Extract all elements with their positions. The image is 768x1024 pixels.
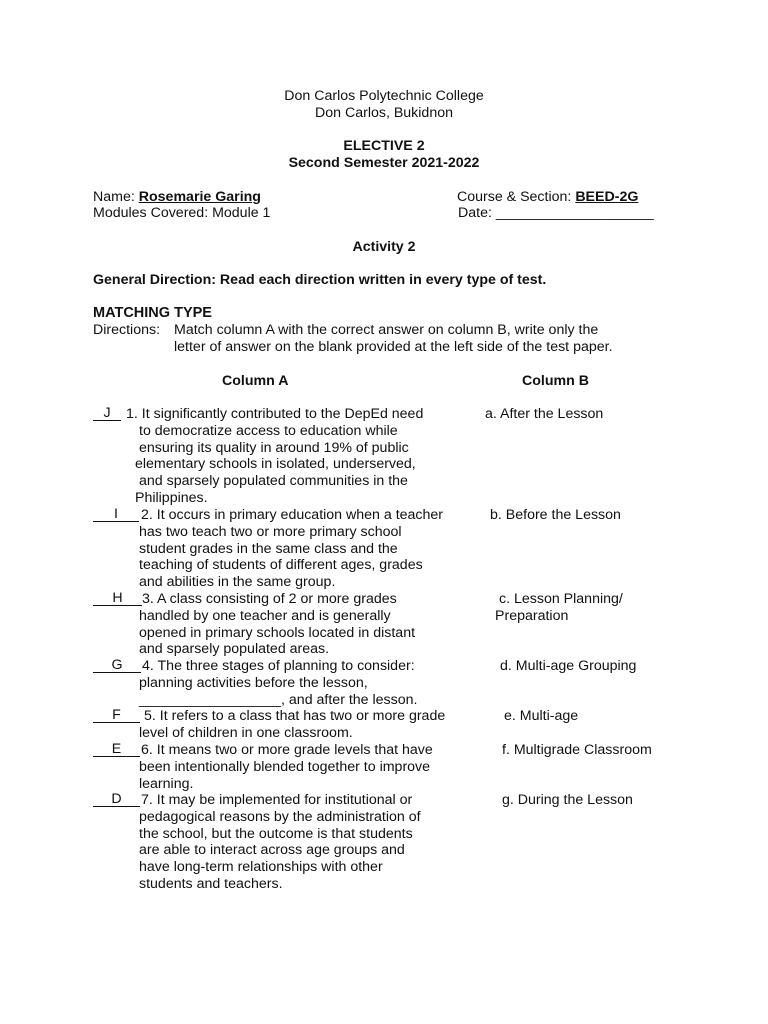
name-label: Name: bbox=[93, 189, 135, 205]
name-value: Rosemarie Garing bbox=[138, 189, 261, 205]
question-4-line: planning activities before the lesson, bbox=[139, 674, 368, 691]
question-1-line: ensuring its quality in around 19% of public bbox=[139, 439, 409, 456]
choice-c: c. Lesson Planning/ bbox=[499, 591, 623, 607]
question-6-text: 6. It means two or more grade levels that have bbox=[141, 742, 433, 758]
answer-blank-2[interactable]: I bbox=[93, 507, 139, 522]
question-5-text: 5. It refers to a class that has two or more grade bbox=[144, 708, 446, 724]
question-7-line: the school, but the outcome is that students bbox=[139, 825, 413, 842]
directions-line-1: Match column A with the correct answer on column B, write only the bbox=[174, 322, 599, 338]
question-3-line: and sparsely populated areas. bbox=[139, 641, 330, 658]
school-address: Don Carlos, Bukidnon bbox=[314, 105, 453, 121]
question-3-line: handled by one teacher and is generally bbox=[139, 607, 391, 624]
general-direction: General Direction: Read each direction written in every type of test. bbox=[93, 272, 547, 288]
choice-b: b. Before the Lesson bbox=[490, 507, 621, 523]
date-field: Date: ____________________ bbox=[458, 205, 654, 221]
question-2-text: 2. It occurs in primary education when a teacher bbox=[141, 507, 444, 523]
question-2-line: has two teach two or more primary school bbox=[139, 523, 402, 540]
question-1-line: elementary schools in isolated, underserved, bbox=[135, 456, 416, 473]
question-1-line: to democratize access to education while bbox=[139, 422, 398, 439]
question-7-text: 7. It may be implemented for institutional or bbox=[141, 792, 413, 808]
answer-blank-6[interactable]: E bbox=[93, 742, 140, 757]
course-section-label: Course & Section: bbox=[457, 189, 572, 205]
question-2-line: student grades in the same class and the bbox=[139, 540, 398, 557]
modules-covered: Modules Covered: Module 1 bbox=[93, 205, 271, 221]
answer-blank-1[interactable]: J bbox=[93, 406, 121, 421]
course-title: ELECTIVE 2 bbox=[343, 138, 425, 154]
choice-a: a. After the Lesson bbox=[485, 406, 604, 422]
question-2-line: teaching of students of different ages, grades bbox=[139, 557, 423, 574]
question-1-line: Philippines. bbox=[135, 490, 208, 506]
column-b-header: Column B bbox=[522, 373, 589, 389]
question-2-line: and abilities in the same group. bbox=[139, 574, 336, 591]
question-7-line: students and teachers. bbox=[139, 876, 283, 892]
choice-c-continued: Preparation bbox=[495, 608, 569, 624]
question-7-line: are able to interact across age groups and bbox=[139, 842, 405, 859]
answer-blank-7[interactable]: D bbox=[93, 792, 140, 807]
answer-blank-3[interactable]: H bbox=[93, 591, 142, 606]
activity-title: Activity 2 bbox=[352, 239, 416, 255]
question-4-text: 4. The three stages of planning to consider: bbox=[142, 658, 415, 674]
answer-blank-5[interactable]: F bbox=[93, 708, 140, 723]
course-section-row bbox=[457, 189, 638, 205]
choice-e: e. Multi-age bbox=[504, 708, 579, 724]
question-3-text: 3. A class consisting of 2 or more grades bbox=[142, 591, 397, 607]
course-section-value: BEED-2G bbox=[575, 189, 639, 205]
question-7-line: have long-term relationships with other bbox=[139, 859, 383, 876]
question-6-line: learning. bbox=[139, 775, 194, 792]
semester-title: Second Semester 2021-2022 bbox=[288, 155, 480, 171]
choice-d: d. Multi-age Grouping bbox=[500, 658, 637, 674]
question-6-line: been intentionally blended together to improve bbox=[139, 758, 431, 775]
choice-g: g. During the Lesson bbox=[502, 792, 633, 808]
section-title: MATCHING TYPE bbox=[93, 305, 212, 321]
question-3-line: opened in primary schools located in distant bbox=[139, 624, 416, 641]
directions-label: Directions: bbox=[93, 322, 161, 338]
directions-line-2: letter of answer on the blank provided at the left side of the test paper. bbox=[174, 339, 613, 355]
question-1-text: 1. It significantly contributed to the DepEd need bbox=[126, 406, 424, 422]
question-7-line: pedagogical reasons by the administration of bbox=[139, 808, 421, 825]
column-a-header: Column A bbox=[222, 373, 289, 389]
question-4-line: __________________, and after the lesson. bbox=[139, 691, 418, 708]
question-1-line: and sparsely populated communities in the bbox=[139, 473, 408, 490]
choice-f: f. Multigrade Classroom bbox=[502, 742, 652, 758]
name-row bbox=[93, 189, 261, 205]
answer-blank-4[interactable]: G bbox=[93, 658, 141, 673]
school-name: Don Carlos Polytechnic College bbox=[284, 88, 484, 104]
question-5-line: level of children in one classroom. bbox=[139, 724, 353, 741]
